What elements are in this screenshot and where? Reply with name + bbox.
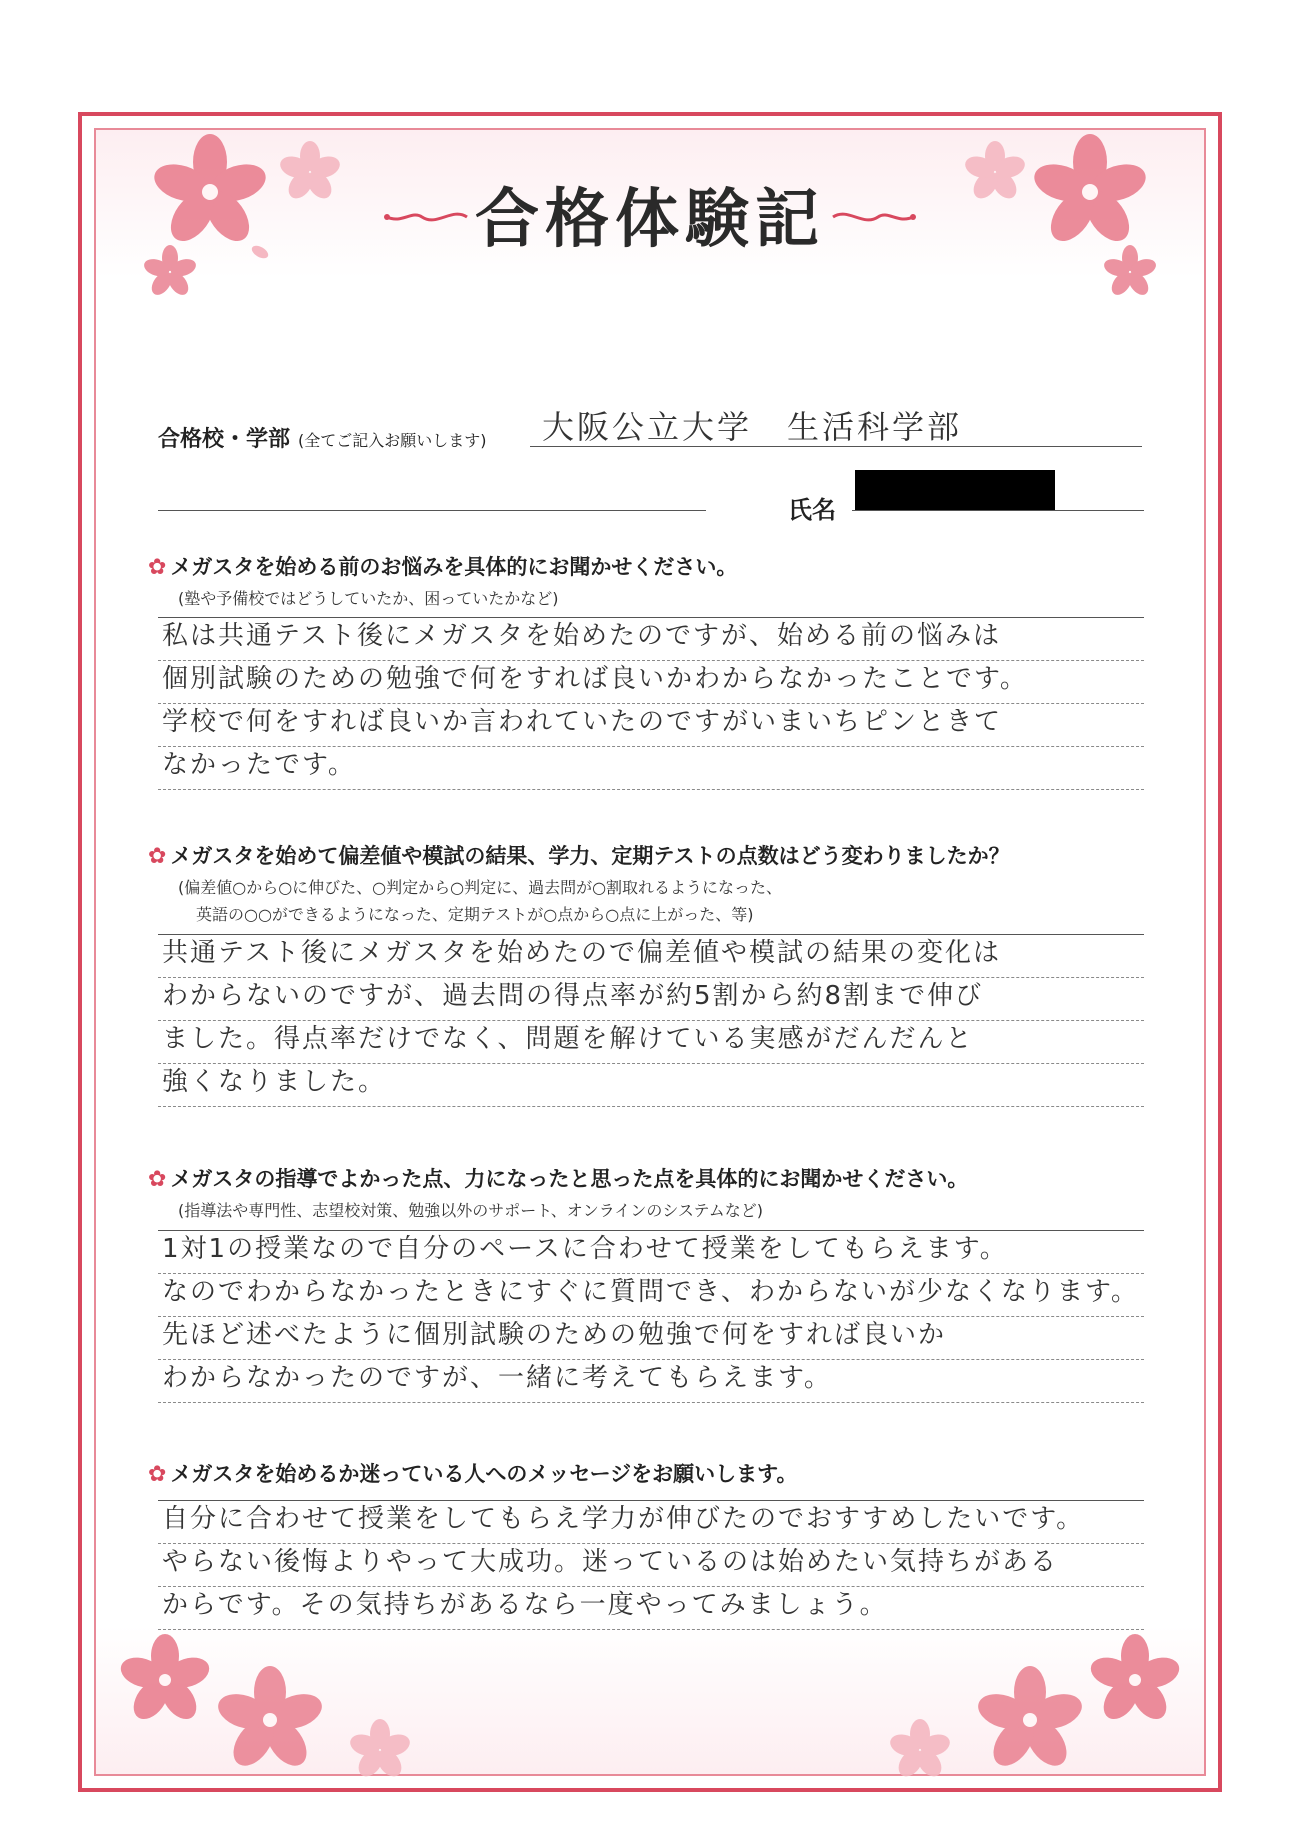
answer-1-line: 学校で何をすれば良いか言われていたのですがいまいちピンときて [158,704,1144,747]
school-underline [530,446,1142,447]
sakura-bullet-icon: ✿ [148,1167,167,1192]
school-value: 大阪公立大学 生活科学部 [542,408,963,446]
sakura-bullet-icon: ✿ [148,555,167,580]
sakura-flower-icon [974,1666,1087,1773]
answer-2-line: ました。得点率だけでなく、問題を解けている実感がだんだんと [158,1021,1144,1064]
question-4-title-text: メガスタを始めるか迷っている人へのメッセージをお願いします。 [170,1462,798,1486]
sakura-flower-icon [214,1666,327,1773]
name-underline [852,510,1144,511]
school-second-line [158,510,706,511]
answer-2-line: 強くなりました。 [158,1064,1144,1107]
answer-2-line: わからないのですが、過去問の得点率が約5割から約8割まで伸び [158,978,1144,1021]
answer-1-line: 個別試験のための勉強で何をすれば良いかわからなかったことです。 [158,661,1144,704]
answer-1 [158,617,1144,790]
name-label: 氏名 [788,496,836,524]
question-1-note: (塾や予備校ではどうしていたか、困っていたかなど) [178,589,559,608]
question-3-note: (指導法や専門性、志望校対策、勉強以外のサポート、オンラインのシステムなど) [178,1201,763,1220]
question-3-title [148,1163,968,1193]
sakura-flower-icon [117,1634,213,1725]
answer-3-line: 先ほど述べたように個別試験のための勉強で何をすれば良いか [158,1317,1144,1360]
answer-2-line: 共通テスト後にメガスタを始めたので偏差値や模試の結果の変化は [158,935,1144,978]
school-label-text: 合格校・学部 [158,427,291,452]
answer-4-line: からです。その気持ちがあるなら一度やってみましょう。 [158,1587,1144,1630]
answer-3-line: なのでわからなかったときにすぐに質問でき、わからないが少なくなります。 [158,1274,1144,1317]
question-3-title-text: メガスタの指導でよかった点、力になったと思った点を具体的にお聞かせください。 [170,1167,969,1191]
question-2-title [148,840,1010,870]
title-flourish-right-icon [828,202,918,232]
question-2-note-2: 英語の○○ができるようになった、定期テストが○点から○点に上がった、等) [196,905,754,924]
answer-1-line: 私は共通テスト後にメガスタを始めたのですが、始める前の悩みは [158,618,1144,661]
answer-1-line: なかったです。 [158,747,1144,790]
answer-4-line: 自分に合わせて授業をしてもらえ学力が伸びたのでおすすめしたいです。 [158,1501,1144,1544]
name-redaction [855,470,1055,510]
question-2-title-text: メガスタを始めて偏差値や模試の結果、学力、定期テストの点数はどう変わりましたか？ [170,844,1010,868]
answer-2 [158,934,1144,1107]
answer-4 [158,1500,1144,1630]
question-1-title-text: メガスタを始める前のお悩みを具体的にお聞かせください。 [170,555,738,579]
school-note: (全てご記入お願いします) [298,431,487,450]
question-4-title [148,1458,798,1488]
question-2-note-1: (偏差値○から○に伸びた、○判定から○判定に、過去問が○割取れるようになった、 [178,878,783,897]
answer-3-line: 1対1の授業なので自分のペースに合わせて授業をしてもらえます。 [158,1231,1144,1274]
sakura-flower-icon [347,1719,412,1780]
sakura-flower-icon [1087,1634,1183,1725]
page-title: 合格体験記 [475,182,825,257]
sakura-flower-icon [887,1719,952,1780]
answer-3-line: わからなかったのですが、一緒に考えてもらえます。 [158,1360,1144,1403]
sakura-bullet-icon: ✿ [148,1462,167,1487]
answer-3 [158,1230,1144,1403]
answer-4-line: やらない後悔よりやって大成功。迷っているのは始めたい気持ちがある [158,1544,1144,1587]
sakura-bullet-icon: ✿ [148,844,167,869]
school-label [158,422,487,453]
question-1-title [148,551,737,581]
